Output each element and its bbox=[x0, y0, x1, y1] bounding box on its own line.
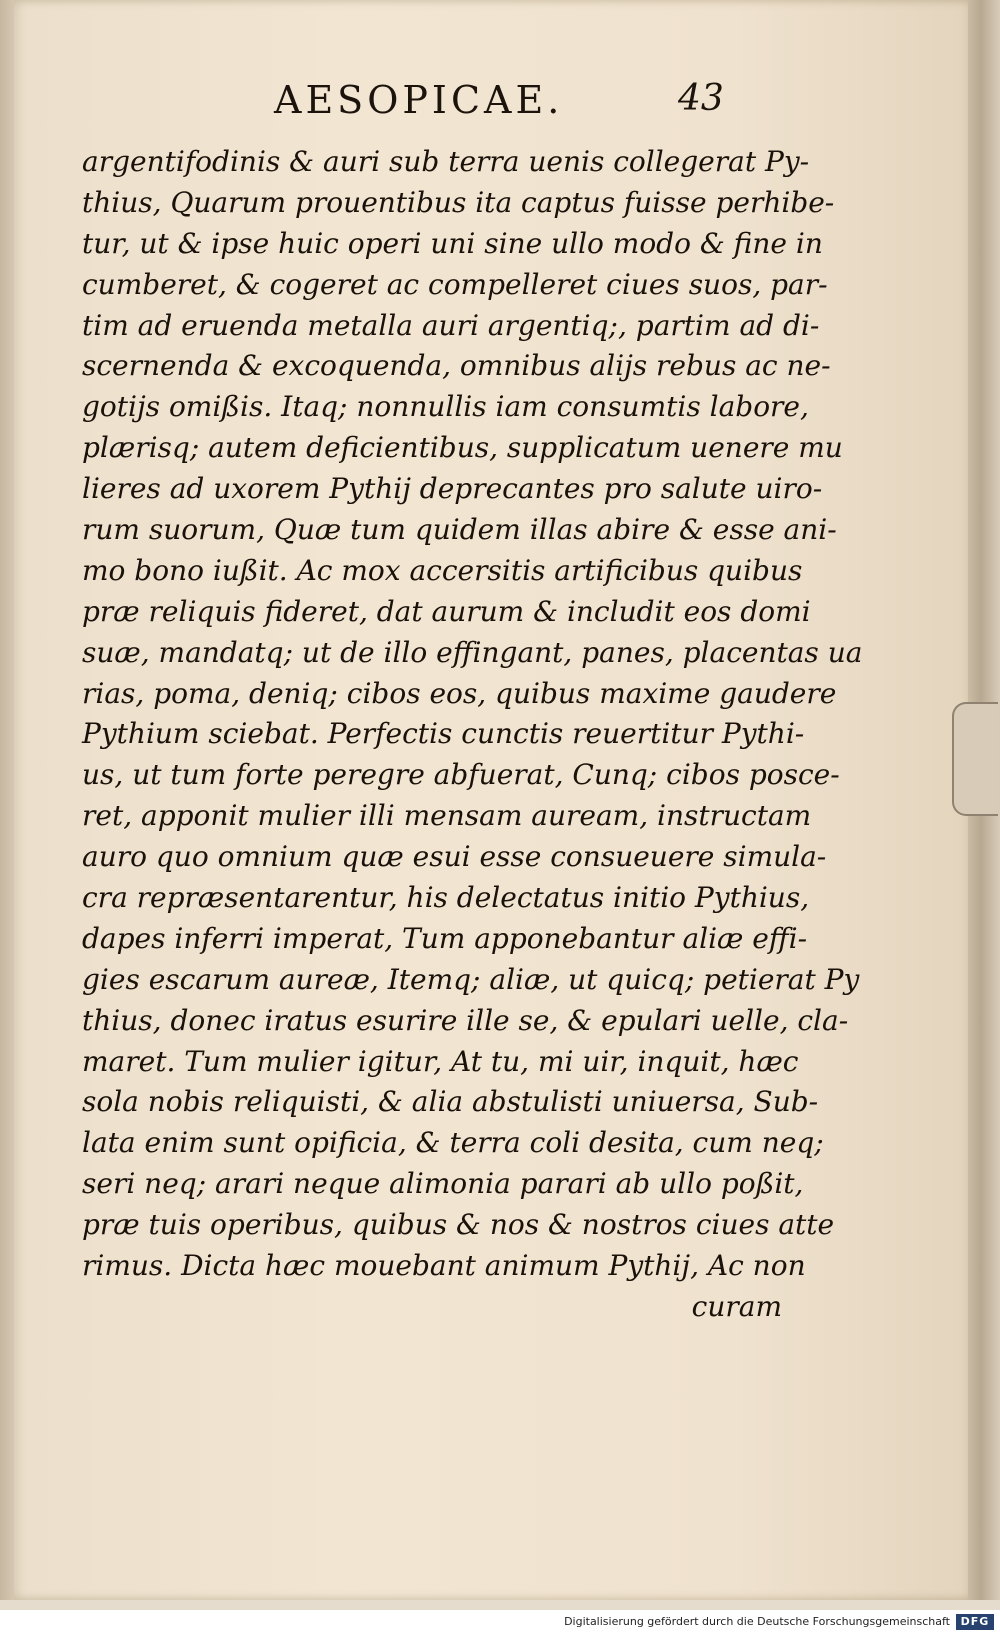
text-line: rias, poma, deniq; cibos eos, quibus maxime gaudere bbox=[82, 676, 837, 710]
text-line: Pythium sciebat. Perfectis cunctis reuertitur Pythi- bbox=[82, 717, 805, 751]
book-page bbox=[14, 0, 976, 1600]
text-line: tim ad eruenda metalla auri argentiq;, partim ad di- bbox=[82, 308, 820, 342]
text-line: lata enim sunt opificia, & terra coli desita, cum neq; bbox=[82, 1126, 824, 1160]
page-number: 43 bbox=[678, 78, 724, 119]
text-line: argentifodinis & auri sub terra uenis collegerat Py- bbox=[82, 145, 810, 178]
text-line: plærisq; autem deficientibus, supplicatum uenere mu bbox=[82, 431, 843, 465]
text-block bbox=[82, 142, 863, 1328]
text-line: gies escarum aureæ, Itemq; aliæ, ut quicq; petierat Py bbox=[82, 962, 860, 996]
text-line: us, ut tum forte peregre abfuerat, Cunq; cibos posce- bbox=[82, 758, 840, 792]
funding-note: Digitalisierung gefördert durch die Deutsche Forschungsgemeinschaft bbox=[564, 1615, 950, 1628]
catchword: curam bbox=[691, 1289, 782, 1323]
dfg-logo: DFG bbox=[956, 1614, 994, 1630]
text-line: rum suorum, Quæ tum quidem illas abire & esse ani- bbox=[82, 513, 837, 547]
text-line: ret, apponit mulier illi mensam auream, instructam bbox=[82, 799, 812, 833]
text-line: cra repræsentarentur, his delectatus initio Pythius, bbox=[82, 881, 810, 915]
page-tab-marker bbox=[952, 702, 998, 816]
text-line: rimus. Dicta hæc mouebant animum Pythij, Ac non bbox=[82, 1249, 806, 1283]
text-line: gotijs omißis. Itaq; nonnullis iam consumtis labore, bbox=[82, 390, 809, 424]
text-line: sola nobis reliquisti, & alia abstulisti uniuersa, Sub- bbox=[82, 1085, 819, 1119]
running-head: AESOPICAE. bbox=[274, 78, 564, 122]
text-line: præ tuis operibus, quibus & nos & nostros ciues atte bbox=[82, 1208, 835, 1242]
text-line: mo bono iußit. Ac mox accersitis artificibus quibus bbox=[82, 553, 803, 587]
text-line: cumberet, & cogeret ac compelleret ciues suos, par- bbox=[82, 267, 828, 301]
text-line: præ reliquis fideret, dat aurum & includit eos domi bbox=[82, 594, 811, 628]
text-line: seri neq; arari neque alimonia parari ab ullo poßit, bbox=[82, 1167, 804, 1201]
scan-footer bbox=[0, 1610, 1000, 1637]
text-line: scernenda & excoquenda, omnibus alijs rebus ac ne- bbox=[82, 349, 831, 383]
text-line: thius, donec iratus esurire ille se, & epulari uelle, cla- bbox=[82, 1003, 849, 1037]
text-line: tur, ut & ipse huic operi uni sine ullo modo & fine in bbox=[82, 226, 823, 260]
text-line: maret. Tum mulier igitur, At tu, mi uir, inquit, hæc bbox=[82, 1044, 799, 1078]
text-line: thius, Quarum prouentibus ita captus fuisse perhibe- bbox=[82, 185, 835, 219]
text-line: lieres ad uxorem Pythij deprecantes pro salute uiro- bbox=[82, 472, 823, 506]
text-line: suæ, mandatq; ut de illo effingant, panes, placentas ua bbox=[82, 635, 863, 669]
text-line: dapes inferri imperat, Tum apponebantur aliæ effi- bbox=[82, 921, 808, 955]
text-line: auro quo omnium quæ esui esse consueuere simula- bbox=[82, 840, 827, 874]
page-header bbox=[14, 78, 976, 128]
